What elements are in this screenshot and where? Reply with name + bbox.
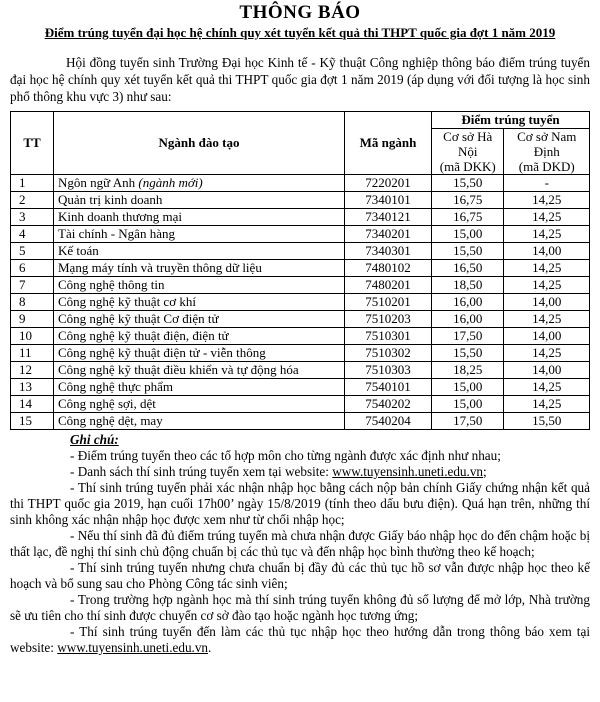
table-row xyxy=(11,226,590,243)
namdinh-score: 14,25 xyxy=(504,260,590,277)
major-code: 7510303 xyxy=(345,362,432,379)
major-label: Công nghệ sợi, dệt xyxy=(58,396,156,411)
row-number: 1 xyxy=(11,175,54,192)
major-name xyxy=(54,243,345,260)
header-namdinh xyxy=(504,129,590,175)
table-row xyxy=(11,192,590,209)
row-number: 4 xyxy=(11,226,54,243)
header-hanoi-label: Cơ sở Hà Nội xyxy=(443,129,493,159)
namdinh-score: 14,00 xyxy=(504,328,590,345)
hanoi-score: 15,00 xyxy=(432,396,504,413)
major-label: Công nghệ dệt, may xyxy=(58,413,163,428)
hanoi-score: 17,50 xyxy=(432,328,504,345)
namdinh-score: 15,50 xyxy=(504,413,590,430)
hanoi-score: 16,75 xyxy=(432,192,504,209)
major-name xyxy=(54,311,345,328)
table-row xyxy=(11,345,590,362)
table-row xyxy=(11,277,590,294)
note-7-end: . xyxy=(208,640,212,655)
major-label: Công nghệ kỹ thuật điện, điện tử xyxy=(58,328,229,343)
major-name xyxy=(54,362,345,379)
hanoi-score: 15,00 xyxy=(432,226,504,243)
table-row xyxy=(11,209,590,226)
major-label: Kế toán xyxy=(58,243,99,258)
major-label: Công nghệ kỹ thuật cơ khí xyxy=(58,294,196,309)
major-name xyxy=(54,175,345,192)
major-name xyxy=(54,345,345,362)
major-name xyxy=(54,226,345,243)
table-row xyxy=(11,294,590,311)
document-title: THÔNG BÁO xyxy=(239,2,361,23)
table-row xyxy=(11,396,590,413)
note-6: - Trong trường hợp ngành học mà thí sinh trúng tuyển không đủ số lượng để mở lớp, Nhà trường sẽ ưu tiên cho thí sinh được chuyển cơ sở đào tạo hoặc ngành học tương ứng; xyxy=(10,592,590,623)
major-code: 7480102 xyxy=(345,260,432,277)
namdinh-score: 14,25 xyxy=(504,379,590,396)
header-code: Mã ngành xyxy=(345,112,432,175)
major-name xyxy=(54,192,345,209)
row-number: 10 xyxy=(11,328,54,345)
hanoi-score: 17,50 xyxy=(432,413,504,430)
major-label: Công nghệ thực phẩm xyxy=(58,379,174,394)
row-number: 3 xyxy=(11,209,54,226)
hanoi-score: 18,25 xyxy=(432,362,504,379)
major-label: Kinh doanh thương mại xyxy=(58,209,183,224)
header-tt: TT xyxy=(11,112,54,175)
namdinh-score: - xyxy=(504,175,590,192)
hanoi-score: 15,50 xyxy=(432,175,504,192)
major-code: 7340201 xyxy=(345,226,432,243)
major-code: 7340121 xyxy=(345,209,432,226)
website-link[interactable]: www.tuyensinh.uneti.edu.vn xyxy=(332,464,484,479)
row-number: 11 xyxy=(11,345,54,362)
major-name xyxy=(54,413,345,430)
major-name xyxy=(54,209,345,226)
note-7-text: - Thí sinh trúng tuyển đến làm các thủ tục nhập học theo hướng dẫn trong thông báo xem tại website: xyxy=(10,624,590,655)
notes-section xyxy=(10,432,590,656)
major-name xyxy=(54,277,345,294)
row-number: 6 xyxy=(11,260,54,277)
namdinh-score: 14,00 xyxy=(504,294,590,311)
header-hanoi-code: (mã DKK) xyxy=(439,159,496,174)
table-row xyxy=(11,379,590,396)
major-note: (ngành mới) xyxy=(138,175,203,190)
note-2 xyxy=(10,464,590,480)
table-row xyxy=(11,175,590,192)
note-4: - Nếu thí sinh đã đủ điểm trúng tuyển mà chưa nhận được Giấy báo nhập học do đến chậm hoặc bị thất lạc, đề nghị thí sinh chủ động chuẩn bị các thủ tục và đến nhập học bình thường theo kế hoạch; xyxy=(10,528,590,559)
major-label: Ngôn ngữ Anh xyxy=(58,175,136,190)
namdinh-score: 14,25 xyxy=(504,311,590,328)
table-row xyxy=(11,362,590,379)
intro-paragraph: Hội đồng tuyển sinh Trường Đại học Kinh tế - Kỹ thuật Công nghiệp thông báo điểm trúng tuyển đại học hệ chính quy xét tuyển kết quả thi THPT quốc gia đợt 1 năm 2019 (áp dụng với đối tượng là học sinh phổ thông khu vực 3) như sau: xyxy=(10,55,590,104)
note-2-text: - Danh sách thí sinh trúng tuyển xem tại website: xyxy=(70,464,333,479)
namdinh-score: 14,25 xyxy=(504,226,590,243)
note-7 xyxy=(10,624,590,656)
major-label: Mạng máy tính và truyền thông dữ liệu xyxy=(58,260,262,275)
header-major: Ngành đào tạo xyxy=(54,112,345,175)
major-code: 7340101 xyxy=(345,192,432,209)
note-5: - Thí sinh trúng tuyển nhưng chưa chuẩn bị đầy đủ các thủ tục hồ sơ vẫn được nhập học theo kế hoạch và bổ sung sau cho Phòng Công tác sinh viên; xyxy=(10,560,590,591)
note-3: - Thí sinh trúng tuyển phải xác nhận nhập học bằng cách nộp bản chính Giấy chứng nhận kết quả thi THPT quốc gia 2019, hạn cuối 17h00’ ngày 15/8/2019 (tính theo dấu bưu điện). Quá hạn trên, những thí sinh không xác nhận nhập học được xem như từ chối nhập học; xyxy=(10,480,590,527)
row-number: 7 xyxy=(11,277,54,294)
major-name xyxy=(54,260,345,277)
row-number: 15 xyxy=(11,413,54,430)
major-name xyxy=(54,328,345,345)
major-code: 7480201 xyxy=(345,277,432,294)
table-row xyxy=(11,260,590,277)
website-link-2[interactable]: www.tuyensinh.uneti.edu.vn xyxy=(57,640,209,655)
table-row xyxy=(11,243,590,260)
major-label: Công nghệ kỹ thuật điện tử - viễn thông xyxy=(58,345,266,360)
namdinh-score: 14,25 xyxy=(504,345,590,362)
hanoi-score: 16,00 xyxy=(432,311,504,328)
namdinh-score: 14,25 xyxy=(504,277,590,294)
major-label: Công nghệ kỹ thuật điều khiển và tự động hóa xyxy=(58,362,299,377)
namdinh-score: 14,00 xyxy=(504,362,590,379)
note-1: - Điểm trúng tuyển theo các tổ hợp môn cho từng ngành được xác định như nhau; xyxy=(70,448,501,463)
major-name xyxy=(54,396,345,413)
notes-title: Ghi chú: xyxy=(70,432,119,447)
major-label: Công nghệ thông tin xyxy=(58,277,165,292)
table-row xyxy=(11,328,590,345)
hanoi-score: 15,50 xyxy=(432,345,504,362)
row-number: 8 xyxy=(11,294,54,311)
hanoi-score: 15,00 xyxy=(432,379,504,396)
table-body xyxy=(11,175,590,430)
major-label: Tài chính - Ngân hàng xyxy=(58,226,175,241)
row-number: 9 xyxy=(11,311,54,328)
major-code: 7510201 xyxy=(345,294,432,311)
row-number: 14 xyxy=(11,396,54,413)
header-namdinh-code: (mã DKD) xyxy=(518,159,575,174)
row-number: 2 xyxy=(11,192,54,209)
major-label: Quản trị kinh doanh xyxy=(58,192,163,207)
header-hanoi xyxy=(432,129,504,175)
major-code: 7540202 xyxy=(345,396,432,413)
namdinh-score: 14,25 xyxy=(504,209,590,226)
major-code: 7540204 xyxy=(345,413,432,430)
major-code: 7220201 xyxy=(345,175,432,192)
note-2-end: ; xyxy=(483,464,487,479)
major-name xyxy=(54,379,345,396)
major-name xyxy=(54,294,345,311)
header-namdinh-label: Cơ sở Nam Định xyxy=(517,129,577,159)
major-code: 7510203 xyxy=(345,311,432,328)
major-code: 7510301 xyxy=(345,328,432,345)
major-label: Công nghệ kỹ thuật Cơ điện tử xyxy=(58,311,219,326)
hanoi-score: 16,00 xyxy=(432,294,504,311)
namdinh-score: 14,25 xyxy=(504,192,590,209)
hanoi-score: 18,50 xyxy=(432,277,504,294)
admission-score-table xyxy=(10,111,590,430)
hanoi-score: 15,50 xyxy=(432,243,504,260)
major-code: 7510302 xyxy=(345,345,432,362)
hanoi-score: 16,50 xyxy=(432,260,504,277)
row-number: 5 xyxy=(11,243,54,260)
row-number: 13 xyxy=(11,379,54,396)
major-code: 7340301 xyxy=(345,243,432,260)
hanoi-score: 16,75 xyxy=(432,209,504,226)
document-subtitle: Điểm trúng tuyển đại học hệ chính quy xét tuyển kết quả thi THPT quốc gia đợt 1 năm 2019 xyxy=(44,25,556,40)
table-row xyxy=(11,413,590,430)
major-code: 7540101 xyxy=(345,379,432,396)
namdinh-score: 14,00 xyxy=(504,243,590,260)
namdinh-score: 14,25 xyxy=(504,396,590,413)
row-number: 12 xyxy=(11,362,54,379)
header-score: Điểm trúng tuyển xyxy=(432,112,590,129)
table-row xyxy=(11,311,590,328)
